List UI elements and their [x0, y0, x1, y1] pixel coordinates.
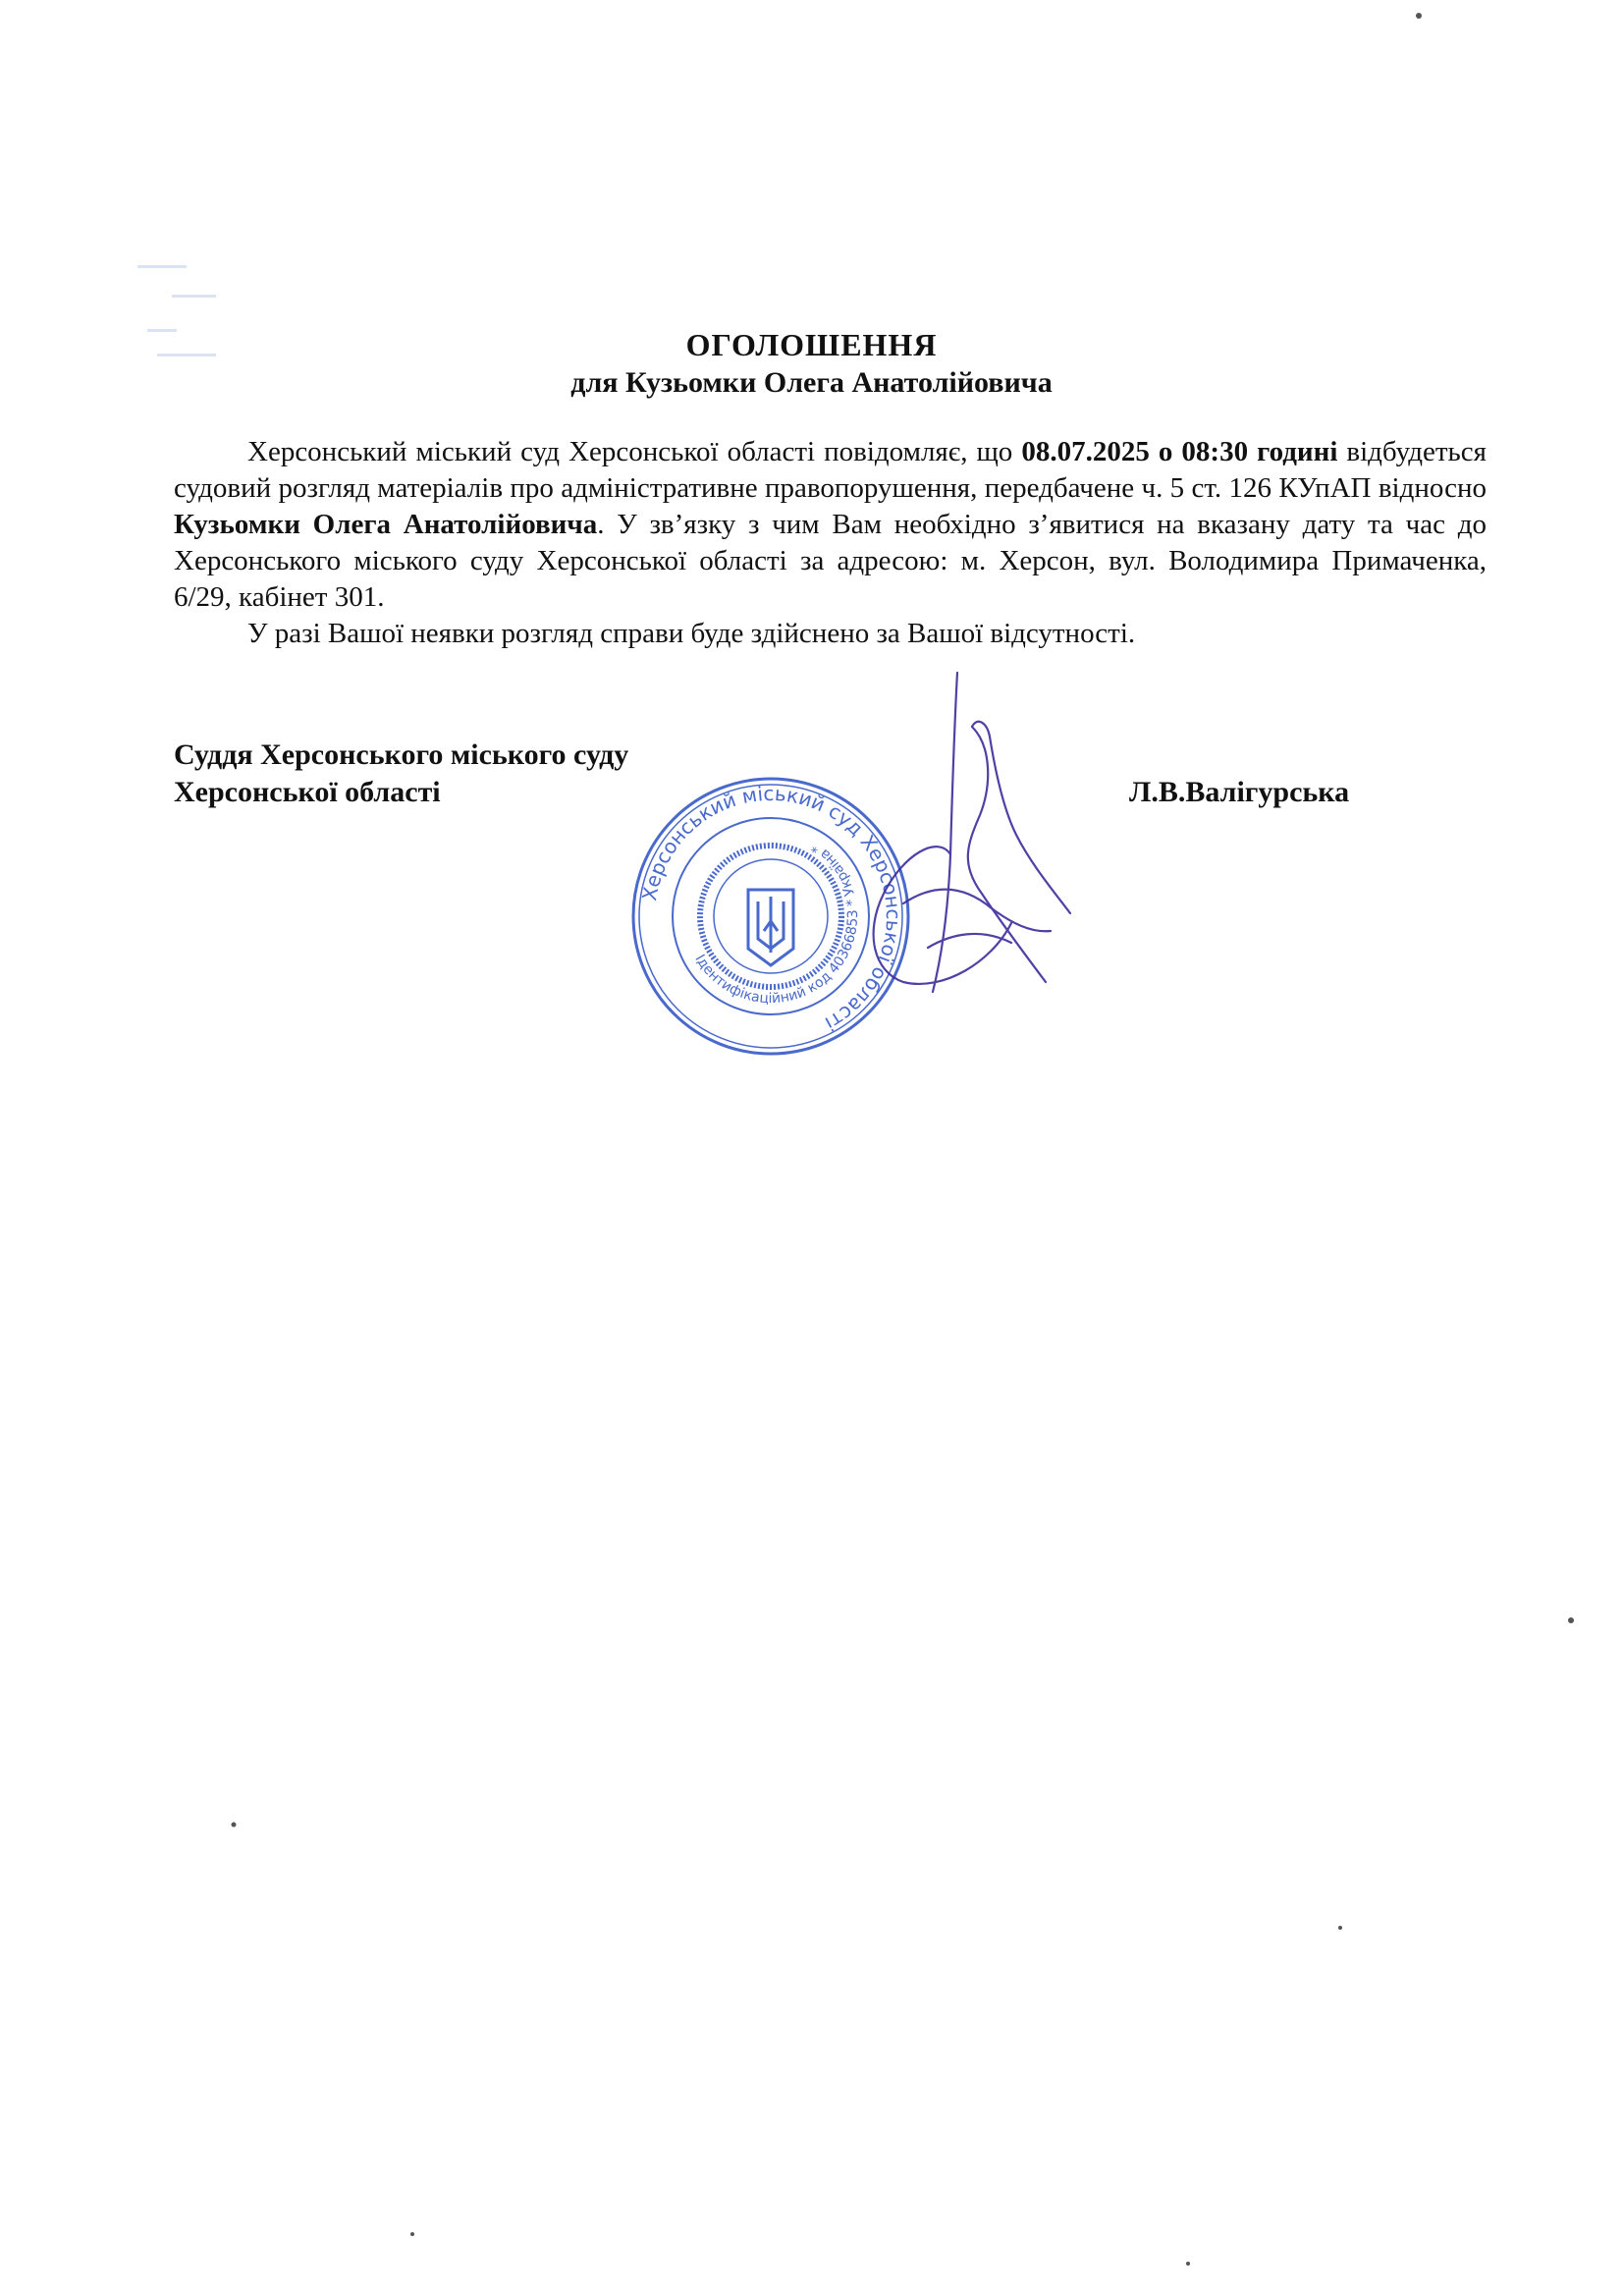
person-name: Кузьомки Олега Анатолійовича [174, 509, 598, 540]
notice-title: ОГОЛОШЕННЯ [685, 327, 938, 362]
handwritten-signature-scrawl [844, 668, 1080, 1021]
notice-paragraph-absence: У разі Вашої неявки розгляд справи буде здійснено за Вашої відсутності. [247, 618, 1136, 649]
svg-text:Ідентифікаційний код 40366853: Ідентифікаційний код 40366853 * Україна * [691, 839, 862, 1008]
hearing-datetime: 08.07.2025 о 08:30 годині [1021, 436, 1338, 467]
svg-text:Херсонський міський суд Херсон: Херсонський міський суд Херсонської області [637, 781, 906, 1036]
notice-addressee: для Кузьомки Олега Анатолійовича [570, 366, 1053, 399]
judge-name: Л.В.Валігурська [1129, 776, 1350, 808]
paragraph-middle-text: відбудеться судовий розгляд матеріалів про адміністративне правопорушення, передбачене ч. 5 ст. 126 КУпАП відносно [174, 436, 1487, 504]
notice-paragraph-main [174, 434, 1487, 616]
paragraph-ending-text: . У зв’язку з чим Вам необхідно з’явитися на вказану дату та час до Херсонського міського суду Херсонської області за адресою: м. Херсон, вул. Володимира Примаченка, 6/29, кабінет 301. [174, 509, 1487, 613]
trident-emblem-icon [748, 890, 793, 965]
judge-position-line1: Суддя Херсонського міського суду [174, 738, 629, 771]
judge-position-line2: Херсонської області [174, 776, 441, 808]
paragraph-intro-text: Херсонський міський суд Херсонської області повідомляє, що [247, 436, 1022, 467]
